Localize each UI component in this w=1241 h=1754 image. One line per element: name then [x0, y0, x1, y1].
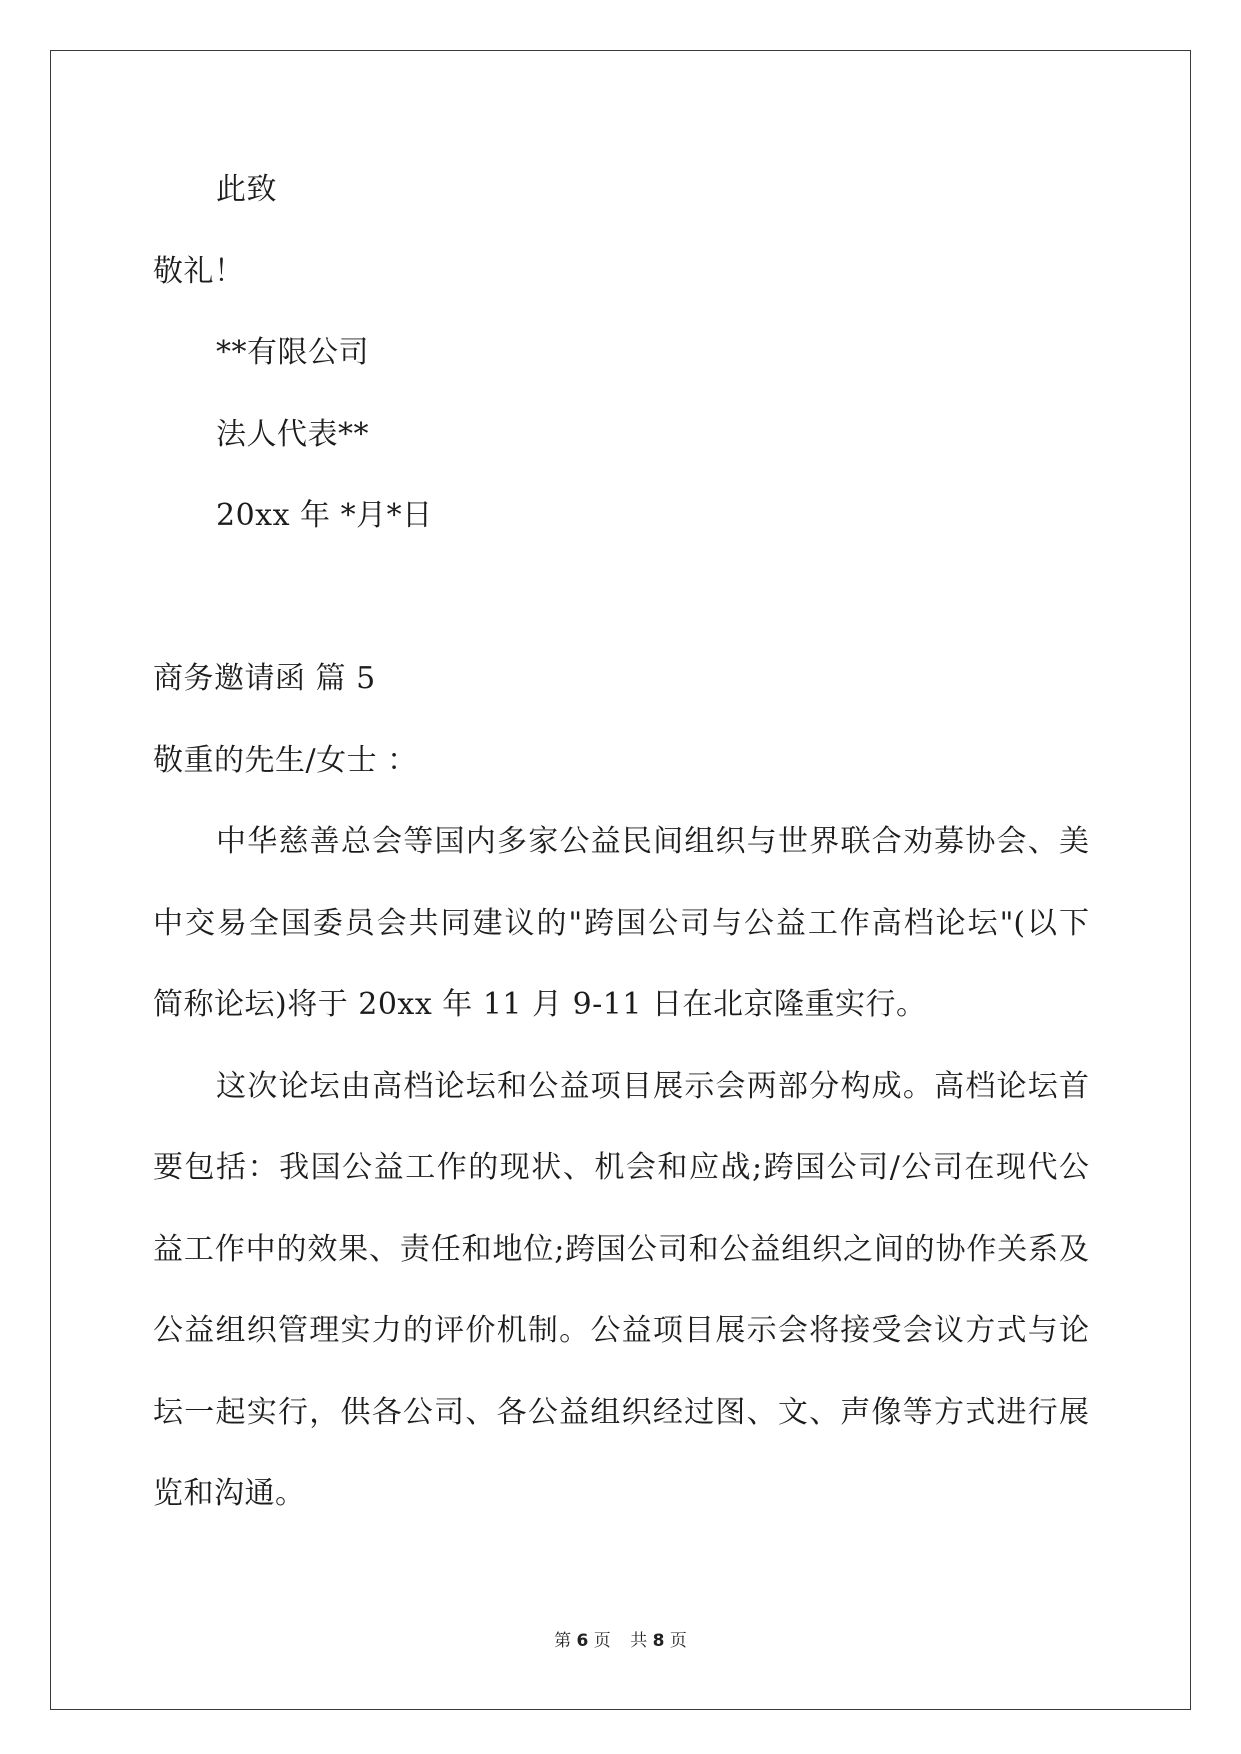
paragraph-line: 坛一起实行，供各公司、各公益组织经过图、文、声像等方式进行展: [153, 1394, 1089, 1430]
current-page-number: 6: [576, 1631, 589, 1651]
page-label-prefix: 第: [554, 1631, 572, 1651]
paragraph-line: 中交易全国委员会共同建议的"跨国公司与公益工作高档论坛"(以下: [153, 905, 1089, 941]
paragraph-line: 览和沟通。: [153, 1476, 306, 1511]
paragraph-1: [153, 801, 1089, 1046]
page-footer: [0, 1628, 1241, 1654]
signature-date: 20xx 年 *月*日: [216, 498, 433, 533]
paragraph-line: 简称论坛)将于 20xx 年 11 月 9-11 日在北京隆重实行。: [153, 987, 927, 1022]
paragraph-line: 益工作中的效果、责任和地位;跨国公司和公益组织之间的协作关系及: [153, 1231, 1089, 1267]
signature-company: **有限公司: [216, 335, 369, 370]
paragraph-line: 要包括：我国公益工作的现状、机会和应战;跨国公司/公司在现代公: [153, 1150, 1089, 1185]
paragraph-line: 公益组织管理实力的评价机制。公益项目展示会将接受会议方式与论: [153, 1313, 1089, 1348]
closing-salutation: 此致: [216, 172, 277, 207]
blank-line: [153, 557, 1089, 639]
page-label-suffix: 页: [593, 1631, 611, 1651]
section-title: 商务邀请函 篇 5: [153, 661, 376, 696]
paragraph-2: [153, 1046, 1089, 1535]
signature-representative: 法人代表**: [216, 416, 369, 452]
document-body: [153, 149, 1089, 1535]
closing-regards: 敬礼！: [153, 253, 245, 289]
total-pages-number: 8: [652, 1631, 665, 1651]
total-label-prefix: 共: [630, 1631, 648, 1651]
paragraph-line: 这次论坛由高档论坛和公益项目展示会两部分构成。高档论坛首: [216, 1068, 1089, 1104]
paragraph-line: 中华慈善总会等国内多家公益民间组织与世界联合劝募协会、美: [216, 824, 1089, 859]
total-label-suffix: 页: [669, 1631, 687, 1651]
greeting: 敬重的先生/女士 ：: [153, 742, 418, 778]
